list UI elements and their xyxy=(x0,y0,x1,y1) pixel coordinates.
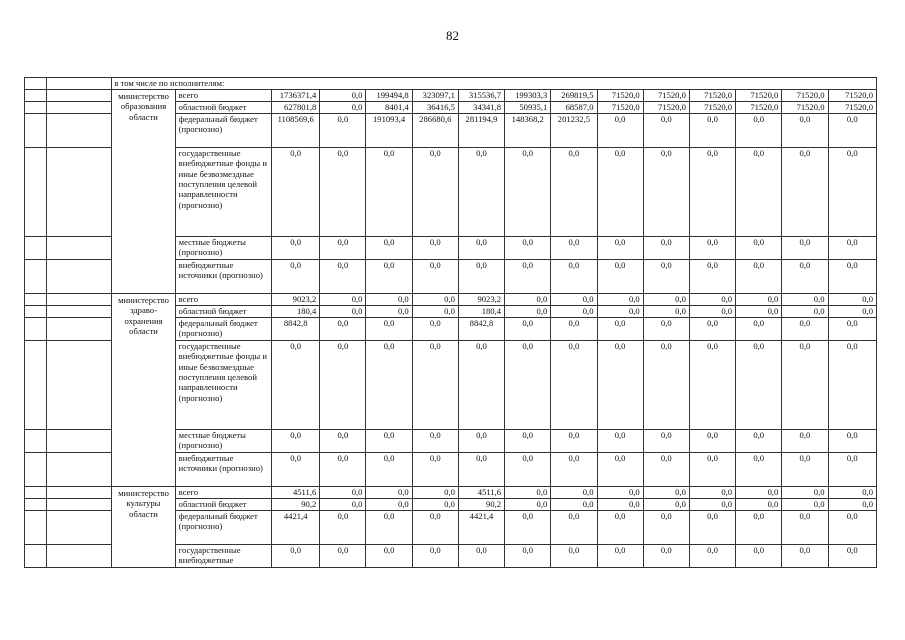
value-cell: 0,0 xyxy=(782,487,828,499)
executor-name-line: министерство xyxy=(118,295,169,305)
value-cell: 0,0 xyxy=(366,487,412,499)
value-cell: 0,0 xyxy=(320,306,366,318)
value-cell: 0,0 xyxy=(736,237,782,260)
value-cell: 0,0 xyxy=(597,545,643,568)
value-cell: 71520,0 xyxy=(736,90,782,102)
executor-name-line: культуры xyxy=(126,498,161,509)
blank-cell xyxy=(47,318,112,341)
value-cell: 0,0 xyxy=(689,499,735,511)
blank-cell xyxy=(47,499,112,511)
value-cell: 71520,0 xyxy=(689,102,735,114)
funding-source-cell: всего xyxy=(175,487,271,499)
value-cell: 0,0 xyxy=(551,487,597,499)
blank-cell xyxy=(25,260,47,294)
value-cell: 0,0 xyxy=(366,318,412,341)
blank-cell xyxy=(47,341,112,430)
value-cell: 9023,2 xyxy=(458,294,504,306)
value-cell: 0,0 xyxy=(736,306,782,318)
blank-cell xyxy=(47,114,112,148)
value-cell: 90,2 xyxy=(458,499,504,511)
blank-cell xyxy=(47,237,112,260)
value-cell: 0,0 xyxy=(597,237,643,260)
blank-cell xyxy=(25,294,47,306)
value-cell: 0,0 xyxy=(689,237,735,260)
value-cell: 0,0 xyxy=(597,430,643,453)
value-cell: 71520,0 xyxy=(597,102,643,114)
value-cell: 0,0 xyxy=(412,545,458,568)
value-cell: 0,0 xyxy=(643,318,689,341)
value-cell: 0,0 xyxy=(505,318,551,341)
blank-cell xyxy=(47,306,112,318)
blank-cell xyxy=(47,90,112,102)
value-cell: 0,0 xyxy=(736,148,782,237)
value-cell: 0,0 xyxy=(551,148,597,237)
value-cell: 0,0 xyxy=(643,114,689,148)
value-cell: 0,0 xyxy=(736,341,782,430)
value-cell: 0,0 xyxy=(736,487,782,499)
value-cell: 0,0 xyxy=(412,430,458,453)
funding-source-cell: местные бюджеты (прогнозно) xyxy=(175,237,271,260)
value-cell: 0,0 xyxy=(505,545,551,568)
blank-cell xyxy=(47,453,112,487)
blank-cell xyxy=(47,260,112,294)
value-cell: 4421,4 xyxy=(458,511,504,545)
blank-cell xyxy=(25,487,47,499)
value-cell: 90,2 xyxy=(272,499,320,511)
value-cell: 0,0 xyxy=(458,430,504,453)
value-cell: 0,0 xyxy=(320,341,366,430)
value-cell: 0,0 xyxy=(320,499,366,511)
value-cell: 0,0 xyxy=(782,318,828,341)
funding-source-cell: всего xyxy=(175,294,271,306)
value-cell: 0,0 xyxy=(272,148,320,237)
value-cell: 0,0 xyxy=(366,237,412,260)
value-cell: 0,0 xyxy=(458,453,504,487)
executor-name-line: здраво- xyxy=(130,305,157,316)
value-cell: 0,0 xyxy=(736,294,782,306)
value-cell: 323097,1 xyxy=(412,90,458,102)
executor-name-line: области xyxy=(129,508,158,519)
value-cell: 0,0 xyxy=(366,148,412,237)
value-cell: 0,0 xyxy=(828,237,876,260)
value-cell: 0,0 xyxy=(366,499,412,511)
value-cell: 0,0 xyxy=(689,306,735,318)
value-cell: 0,0 xyxy=(272,430,320,453)
value-cell: 0,0 xyxy=(320,511,366,545)
value-cell: 0,0 xyxy=(643,306,689,318)
value-cell: 0,0 xyxy=(597,148,643,237)
blank-cell xyxy=(25,102,47,114)
value-cell: 0,0 xyxy=(505,430,551,453)
blank-cell xyxy=(25,114,47,148)
value-cell: 0,0 xyxy=(597,114,643,148)
value-cell: 0,0 xyxy=(412,453,458,487)
value-cell: 0,0 xyxy=(320,294,366,306)
value-cell: 0,0 xyxy=(689,148,735,237)
funding-source-cell: областной бюджет xyxy=(175,102,271,114)
value-cell: 0,0 xyxy=(828,260,876,294)
value-cell: 148368,2 xyxy=(505,114,551,148)
value-cell: 0,0 xyxy=(782,453,828,487)
blank-cell xyxy=(25,237,47,260)
value-cell: 0,0 xyxy=(505,237,551,260)
value-cell: 36416,5 xyxy=(412,102,458,114)
value-cell: 0,0 xyxy=(736,499,782,511)
value-cell: 627801,8 xyxy=(272,102,320,114)
blank-cell xyxy=(25,545,47,568)
value-cell: 0,0 xyxy=(412,487,458,499)
value-cell: 0,0 xyxy=(782,499,828,511)
value-cell: 0,0 xyxy=(320,487,366,499)
value-cell: 0,0 xyxy=(689,430,735,453)
value-cell: 0,0 xyxy=(689,453,735,487)
value-cell: 0,0 xyxy=(597,499,643,511)
blank-cell xyxy=(47,511,112,545)
funding-source-cell: федеральный бюджет (прогнозно) xyxy=(175,511,271,545)
blank-cell xyxy=(25,453,47,487)
value-cell: 180,4 xyxy=(272,306,320,318)
value-cell: 0,0 xyxy=(412,341,458,430)
value-cell: 0,0 xyxy=(505,306,551,318)
value-cell: 8842,8 xyxy=(272,318,320,341)
blank-cell xyxy=(25,90,47,102)
value-cell: 281194,9 xyxy=(458,114,504,148)
value-cell: 0,0 xyxy=(828,341,876,430)
value-cell: 0,0 xyxy=(689,260,735,294)
value-cell: 0,0 xyxy=(320,545,366,568)
value-cell: 199303,3 xyxy=(505,90,551,102)
value-cell: 0,0 xyxy=(689,294,735,306)
value-cell: 315536,7 xyxy=(458,90,504,102)
value-cell: 0,0 xyxy=(366,294,412,306)
value-cell: 0,0 xyxy=(551,294,597,306)
funding-source-cell: федеральный бюджет (прогнозно) xyxy=(175,114,271,148)
value-cell: 0,0 xyxy=(689,341,735,430)
value-cell: 0,0 xyxy=(551,318,597,341)
value-cell: 0,0 xyxy=(736,318,782,341)
value-cell: 0,0 xyxy=(458,341,504,430)
value-cell: 0,0 xyxy=(643,237,689,260)
value-cell: 0,0 xyxy=(782,294,828,306)
value-cell: 0,0 xyxy=(643,545,689,568)
value-cell: 0,0 xyxy=(828,318,876,341)
value-cell: 0,0 xyxy=(412,499,458,511)
blank-cell xyxy=(25,318,47,341)
value-cell: 0,0 xyxy=(505,487,551,499)
value-cell: 0,0 xyxy=(782,545,828,568)
value-cell: 0,0 xyxy=(597,341,643,430)
value-cell: 9023,2 xyxy=(272,294,320,306)
value-cell: 0,0 xyxy=(782,260,828,294)
executor-name-line: образования xyxy=(120,101,167,112)
funding-source-cell: государственные внебюджетные фонды и иные безвозмездные поступления целевой направленности (прогнозно) xyxy=(175,341,271,430)
value-cell: 4511,6 xyxy=(458,487,504,499)
value-cell: 0,0 xyxy=(782,430,828,453)
value-cell: 71520,0 xyxy=(736,102,782,114)
value-cell: 286680,6 xyxy=(412,114,458,148)
value-cell: 0,0 xyxy=(782,148,828,237)
blank-cell xyxy=(47,487,112,499)
executor-name-line: охранения xyxy=(124,315,163,326)
value-cell: 0,0 xyxy=(458,237,504,260)
value-cell: 0,0 xyxy=(643,341,689,430)
value-cell: 0,0 xyxy=(782,511,828,545)
value-cell: 0,0 xyxy=(597,511,643,545)
value-cell: 0,0 xyxy=(597,453,643,487)
value-cell: 0,0 xyxy=(458,545,504,568)
value-cell: 0,0 xyxy=(828,430,876,453)
value-cell: 0,0 xyxy=(551,260,597,294)
value-cell: 0,0 xyxy=(412,148,458,237)
value-cell: 0,0 xyxy=(782,114,828,148)
value-cell: 0,0 xyxy=(736,260,782,294)
value-cell: 0,0 xyxy=(736,430,782,453)
value-cell: 0,0 xyxy=(643,511,689,545)
executor-name-line: области xyxy=(129,111,158,122)
value-cell: 0,0 xyxy=(320,237,366,260)
funding-source-cell: государственные внебюджетные xyxy=(175,545,271,568)
value-cell: 0,0 xyxy=(320,453,366,487)
value-cell: 0,0 xyxy=(272,260,320,294)
value-cell: 0,0 xyxy=(458,148,504,237)
value-cell: 0,0 xyxy=(320,102,366,114)
value-cell: 0,0 xyxy=(643,487,689,499)
table-row xyxy=(25,294,877,306)
executor-cell xyxy=(112,487,175,568)
section-header-row xyxy=(25,78,877,90)
value-cell: 0,0 xyxy=(782,341,828,430)
value-cell: 0,0 xyxy=(689,487,735,499)
budget-table xyxy=(24,77,877,568)
value-cell: 180,4 xyxy=(458,306,504,318)
value-cell: 71520,0 xyxy=(689,90,735,102)
value-cell: 0,0 xyxy=(551,237,597,260)
blank-cell xyxy=(47,294,112,306)
value-cell: 1736371,4 xyxy=(272,90,320,102)
funding-source-cell: всего xyxy=(175,90,271,102)
value-cell: 8842,8 xyxy=(458,318,504,341)
value-cell: 0,0 xyxy=(782,237,828,260)
value-cell: 0,0 xyxy=(551,499,597,511)
executor-name-line: министерство xyxy=(118,488,169,498)
page-number: 82 xyxy=(446,28,459,43)
value-cell: 0,0 xyxy=(551,453,597,487)
value-cell: 0,0 xyxy=(828,306,876,318)
value-cell: 0,0 xyxy=(366,511,412,545)
value-cell: 0,0 xyxy=(643,453,689,487)
value-cell: 0,0 xyxy=(551,430,597,453)
blank-cell xyxy=(25,78,47,90)
value-cell: 0,0 xyxy=(597,294,643,306)
blank-cell xyxy=(47,545,112,568)
value-cell: 199494,8 xyxy=(366,90,412,102)
value-cell: 0,0 xyxy=(412,511,458,545)
value-cell: 0,0 xyxy=(828,487,876,499)
value-cell: 0,0 xyxy=(366,430,412,453)
value-cell: 0,0 xyxy=(643,260,689,294)
value-cell: 0,0 xyxy=(320,260,366,294)
table-body xyxy=(25,78,877,568)
value-cell: 0,0 xyxy=(828,114,876,148)
value-cell: 0,0 xyxy=(736,511,782,545)
blank-cell xyxy=(25,430,47,453)
value-cell: 0,0 xyxy=(366,341,412,430)
value-cell: 50935,1 xyxy=(505,102,551,114)
value-cell: 71520,0 xyxy=(828,90,876,102)
value-cell: 71520,0 xyxy=(643,102,689,114)
value-cell: 0,0 xyxy=(736,545,782,568)
value-cell: 8401,4 xyxy=(366,102,412,114)
value-cell: 4421,4 xyxy=(272,511,320,545)
value-cell: 201232,5 xyxy=(551,114,597,148)
value-cell: 71520,0 xyxy=(782,102,828,114)
value-cell: 0,0 xyxy=(689,318,735,341)
value-cell: 0,0 xyxy=(689,545,735,568)
value-cell: 0,0 xyxy=(551,511,597,545)
blank-cell xyxy=(25,341,47,430)
value-cell: 0,0 xyxy=(782,306,828,318)
blank-cell xyxy=(47,78,112,90)
value-cell: 0,0 xyxy=(505,294,551,306)
executor-name-line: области xyxy=(129,325,158,336)
value-cell: 0,0 xyxy=(736,453,782,487)
funding-source-cell: внебюджетные источники (прогнозно) xyxy=(175,453,271,487)
value-cell: 0,0 xyxy=(828,294,876,306)
blank-cell xyxy=(25,148,47,237)
value-cell: 1108569,6 xyxy=(272,114,320,148)
funding-source-cell: внебюджетные источники (прогнозно) xyxy=(175,260,271,294)
value-cell: 0,0 xyxy=(828,453,876,487)
value-cell: 71520,0 xyxy=(828,102,876,114)
value-cell: 0,0 xyxy=(366,306,412,318)
table-row xyxy=(25,90,877,102)
value-cell: 0,0 xyxy=(505,499,551,511)
value-cell: 0,0 xyxy=(828,148,876,237)
value-cell: 0,0 xyxy=(597,318,643,341)
value-cell: 0,0 xyxy=(505,453,551,487)
value-cell: 0,0 xyxy=(505,341,551,430)
value-cell: 0,0 xyxy=(828,511,876,545)
value-cell: 0,0 xyxy=(272,453,320,487)
value-cell: 0,0 xyxy=(458,260,504,294)
value-cell: 269819,5 xyxy=(551,90,597,102)
value-cell: 0,0 xyxy=(551,306,597,318)
value-cell: 0,0 xyxy=(828,499,876,511)
executor-name-line: министерство xyxy=(118,91,169,101)
value-cell: 0,0 xyxy=(366,545,412,568)
value-cell: 0,0 xyxy=(412,306,458,318)
value-cell: 34341,8 xyxy=(458,102,504,114)
value-cell: 0,0 xyxy=(597,487,643,499)
value-cell: 0,0 xyxy=(412,237,458,260)
blank-cell xyxy=(25,511,47,545)
value-cell: 0,0 xyxy=(412,318,458,341)
value-cell: 0,0 xyxy=(736,114,782,148)
blank-cell xyxy=(25,306,47,318)
value-cell: 0,0 xyxy=(505,260,551,294)
blank-cell xyxy=(47,430,112,453)
section-label: в том числе по исполнителям: xyxy=(112,78,877,90)
value-cell: 0,0 xyxy=(551,545,597,568)
value-cell: 0,0 xyxy=(320,90,366,102)
value-cell: 0,0 xyxy=(643,499,689,511)
value-cell: 0,0 xyxy=(505,511,551,545)
value-cell: 0,0 xyxy=(643,148,689,237)
value-cell: 0,0 xyxy=(412,260,458,294)
value-cell: 0,0 xyxy=(320,114,366,148)
value-cell: 0,0 xyxy=(643,430,689,453)
table-row xyxy=(25,487,877,499)
value-cell: 71520,0 xyxy=(782,90,828,102)
value-cell: 191093,4 xyxy=(366,114,412,148)
executor-cell xyxy=(112,90,175,294)
funding-source-cell: местные бюджеты (прогнозно) xyxy=(175,430,271,453)
value-cell: 68587,0 xyxy=(551,102,597,114)
value-cell: 0,0 xyxy=(272,237,320,260)
value-cell: 0,0 xyxy=(597,260,643,294)
blank-cell xyxy=(25,499,47,511)
value-cell: 0,0 xyxy=(643,294,689,306)
value-cell: 0,0 xyxy=(320,148,366,237)
blank-cell xyxy=(47,148,112,237)
value-cell: 0,0 xyxy=(320,430,366,453)
value-cell: 0,0 xyxy=(272,545,320,568)
value-cell: 0,0 xyxy=(505,148,551,237)
value-cell: 0,0 xyxy=(412,294,458,306)
value-cell: 0,0 xyxy=(366,453,412,487)
funding-source-cell: федеральный бюджет (прогнозно) xyxy=(175,318,271,341)
value-cell: 0,0 xyxy=(320,318,366,341)
value-cell: 71520,0 xyxy=(597,90,643,102)
value-cell: 0,0 xyxy=(551,341,597,430)
value-cell: 0,0 xyxy=(366,260,412,294)
executor-cell xyxy=(112,294,175,487)
value-cell: 4511,6 xyxy=(272,487,320,499)
funding-source-cell: областной бюджет xyxy=(175,306,271,318)
value-cell: 0,0 xyxy=(689,114,735,148)
blank-cell xyxy=(47,102,112,114)
funding-source-cell: государственные внебюджетные фонды и иные безвозмездные поступления целевой направленности (прогнозно) xyxy=(175,148,271,237)
value-cell: 0,0 xyxy=(689,511,735,545)
value-cell: 0,0 xyxy=(272,341,320,430)
value-cell: 0,0 xyxy=(597,306,643,318)
funding-source-cell: областной бюджет xyxy=(175,499,271,511)
value-cell: 71520,0 xyxy=(643,90,689,102)
value-cell: 0,0 xyxy=(828,545,876,568)
